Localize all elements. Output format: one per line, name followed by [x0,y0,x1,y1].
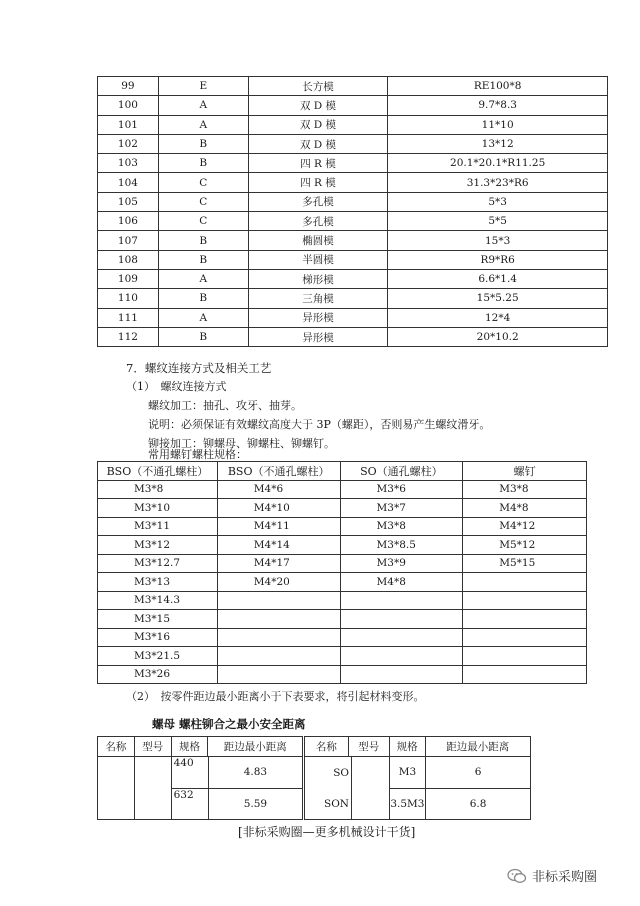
wechat-icon [507,868,527,884]
screw-cell: M3*9 [340,554,463,573]
logo-text: 非标采购圈 [532,870,598,885]
screw-cell [340,628,463,647]
mold-grade-cell: B [158,231,248,250]
screw-cell: M5*12 [463,536,587,555]
mold-no-cell: 106 [98,212,159,231]
mold-name-cell: 椭圆模 [248,231,388,250]
mold-no-cell: 105 [98,192,159,211]
spec-cell: 440 [172,757,209,788]
header-min-distance: 距边最小距离 [425,737,530,757]
mold-spec-cell: 5*5 [388,212,608,231]
mold-grade-cell: A [158,269,248,288]
header-min-distance: 距边最小距离 [208,737,303,757]
mold-row [98,192,608,211]
model-cell [134,757,171,820]
screw-cell: M3*16 [98,628,218,647]
mold-grade-cell: B [158,289,248,308]
mold-name-cell: 双 D 模 [248,115,388,134]
mold-row [98,134,608,153]
mold-row [98,173,608,192]
mold-spec-cell: 5*3 [388,192,608,211]
screw-cell: M3*26 [98,665,218,684]
mold-no-cell: 107 [98,231,159,250]
screw-cell: M3*13 [98,573,218,592]
screw-cell [217,591,340,610]
mold-grade-cell: A [158,96,248,115]
mold-name-cell: 四 R 模 [248,154,388,173]
screw-cell: M3*8.5 [340,536,463,555]
mold-row [98,212,608,231]
mold-spec-cell: 31.3*23*R6 [388,173,608,192]
mold-spec-cell: 6.6*1.4 [388,269,608,288]
screw-cell: M3*12 [98,536,218,555]
screw-row [98,573,587,592]
screw-row [98,536,587,555]
mold-row [98,96,608,115]
mold-grade-cell: C [158,173,248,192]
mold-grade-cell: C [158,192,248,211]
screw-cell [463,628,587,647]
screw-header-cell: BSO（不通孔螺柱） [98,462,218,481]
screw-cell: M3*12.7 [98,554,218,573]
mold-row [98,269,608,288]
distance-cell: 4.83 [208,757,302,788]
spec-dist-block [389,757,530,820]
section-title: 7．螺纹连接方式及相关工艺 [126,361,272,375]
mold-spec-cell: 11*10 [388,115,608,134]
distance-table-right [304,736,531,820]
screw-row [98,499,587,518]
distance-cell: 5.59 [208,788,302,819]
mold-grade-cell: B [158,154,248,173]
header-spec: 规格 [389,737,425,757]
mold-spec-cell: 20*10.2 [388,327,608,346]
mold-grade-cell: A [158,115,248,134]
header-model: 型号 [348,737,389,757]
mold-no-cell: 102 [98,134,159,153]
mold-spec-cell: 15*3 [388,231,608,250]
screw-cell [340,665,463,684]
mold-grade-cell: C [158,212,248,231]
mold-spec-cell: R9*R6 [388,250,608,269]
mold-name-cell: 半圆模 [248,250,388,269]
screw-cell: M4*8 [463,499,587,518]
mold-name-cell: 双 D 模 [248,134,388,153]
mold-no-cell: 100 [98,96,159,115]
screw-header-cell: BSO（不通孔螺柱） [217,462,340,481]
screw-cell: M3*21.5 [98,647,218,666]
mold-name-cell: 多孔模 [248,212,388,231]
screw-cell: M3*8 [340,517,463,536]
mold-grade-cell: B [158,327,248,346]
screw-cell [463,591,587,610]
screw-row [98,647,587,666]
mold-row [98,250,608,269]
mold-table [97,76,608,347]
screw-header-cell: SO（通孔螺柱） [340,462,463,481]
mold-row [98,308,608,327]
screw-cell [463,610,587,629]
screw-cell [463,665,587,684]
screw-cell: M3*15 [98,610,218,629]
screw-cell: M3*6 [340,480,463,499]
spec-cell: 632 [172,788,209,819]
screw-header-cell: 螺钉 [463,462,587,481]
mold-grade-cell: A [158,308,248,327]
screw-cell: M4*12 [463,517,587,536]
mold-spec-cell: 9.7*8.3 [388,96,608,115]
screw-cell [340,591,463,610]
mold-name-cell: 异形模 [248,327,388,346]
spec-cell: 3.5M3 [390,788,426,819]
mold-row [98,77,608,96]
spec-cell: M3 [390,757,426,788]
screw-cell [340,610,463,629]
screw-row [98,554,587,573]
common-spec-line: 常用螺钉螺柱规格： [148,448,247,461]
mold-grade-cell: B [158,134,248,153]
name-so: SO [333,766,349,779]
screw-cell [217,610,340,629]
screw-cell: M4*11 [217,517,340,536]
screw-cell: M4*20 [217,573,340,592]
mold-no-cell: 111 [98,308,159,327]
screw-cell: M3*11 [98,517,218,536]
screw-header-row [98,462,587,481]
mold-spec-cell: 12*4 [388,308,608,327]
mold-spec-cell: RE100*8 [388,77,608,96]
screw-cell: M4*8 [340,573,463,592]
screw-cell [340,647,463,666]
screw-cell: M3*8 [463,480,587,499]
mold-spec-cell: 20.1*20.1*R11.25 [388,154,608,173]
screw-row [98,480,587,499]
screw-cell [217,647,340,666]
footer-caption: [非标采购圈—更多机械设计干货] [238,825,416,839]
screw-cell [463,573,587,592]
screw-row [98,610,587,629]
screw-row [98,628,587,647]
name-cell [98,757,135,820]
distance-table-title: 螺母 螺柱铆合之最小安全距离 [152,717,306,731]
screw-row [98,517,587,536]
mold-row [98,154,608,173]
screw-cell: M5*15 [463,554,587,573]
mold-name-cell: 三角模 [248,289,388,308]
screw-cell: M3*14.3 [98,591,218,610]
mold-row [98,289,608,308]
mold-name-cell: 异形模 [248,308,388,327]
distance-table-left [97,736,303,820]
mold-name-cell: 多孔模 [248,192,388,211]
mold-name-cell: 四 R 模 [248,173,388,192]
mold-no-cell: 110 [98,289,159,308]
mold-no-cell: 112 [98,327,159,346]
mold-no-cell: 101 [98,115,159,134]
note-2: （2） 按零件距边最小距离小于下表要求，将引起材料变形。 [126,690,425,703]
screw-spec-table [97,461,587,684]
mold-spec-cell: 15*5.25 [388,289,608,308]
mold-row [98,115,608,134]
mold-no-cell: 99 [98,77,159,96]
screw-cell: M4*10 [217,499,340,518]
mold-name-cell: 双 D 模 [248,96,388,115]
screw-cell [217,628,340,647]
wechat-logo [507,866,597,885]
mold-row [98,231,608,250]
mold-grade-cell: E [158,77,248,96]
explanation-line: 说明：必须保证有效螺纹高度大于 3P（螺距），否则易产生螺纹滑牙。 [148,418,491,431]
thread-processing-line: 螺纹加工：抽孔、攻牙、抽芽。 [148,399,302,412]
spec-dist-block [171,757,302,820]
name-model-block [305,757,390,820]
screw-cell: M4*14 [217,536,340,555]
mold-spec-cell: 13*12 [388,134,608,153]
header-name: 名称 [98,737,135,757]
mold-no-cell: 109 [98,269,159,288]
header-model: 型号 [134,737,171,757]
screw-row [98,665,587,684]
mold-grade-cell: B [158,250,248,269]
screw-cell: M3*8 [98,480,218,499]
screw-cell: M4*17 [217,554,340,573]
screw-row [98,591,587,610]
screw-cell: M4*6 [217,480,340,499]
mold-row [98,327,608,346]
screw-cell [217,665,340,684]
screw-cell [463,647,587,666]
distance-cell: 6.8 [426,788,530,819]
subsection-title: （1） 螺纹连接方式 [126,380,227,393]
screw-cell: M3*7 [340,499,463,518]
mold-no-cell: 103 [98,154,159,173]
header-name: 名称 [305,737,349,757]
mold-no-cell: 108 [98,250,159,269]
name-son: SON [324,797,349,810]
header-spec: 规格 [171,737,208,757]
screw-cell: M3*10 [98,499,218,518]
distance-cell: 6 [474,766,482,779]
mold-name-cell: 长方模 [248,77,388,96]
mold-no-cell: 104 [98,173,159,192]
mold-name-cell: 梯形模 [248,269,388,288]
riveting-line: 铆接加工：铆螺母、铆螺柱、铆螺钉。 [148,437,335,450]
